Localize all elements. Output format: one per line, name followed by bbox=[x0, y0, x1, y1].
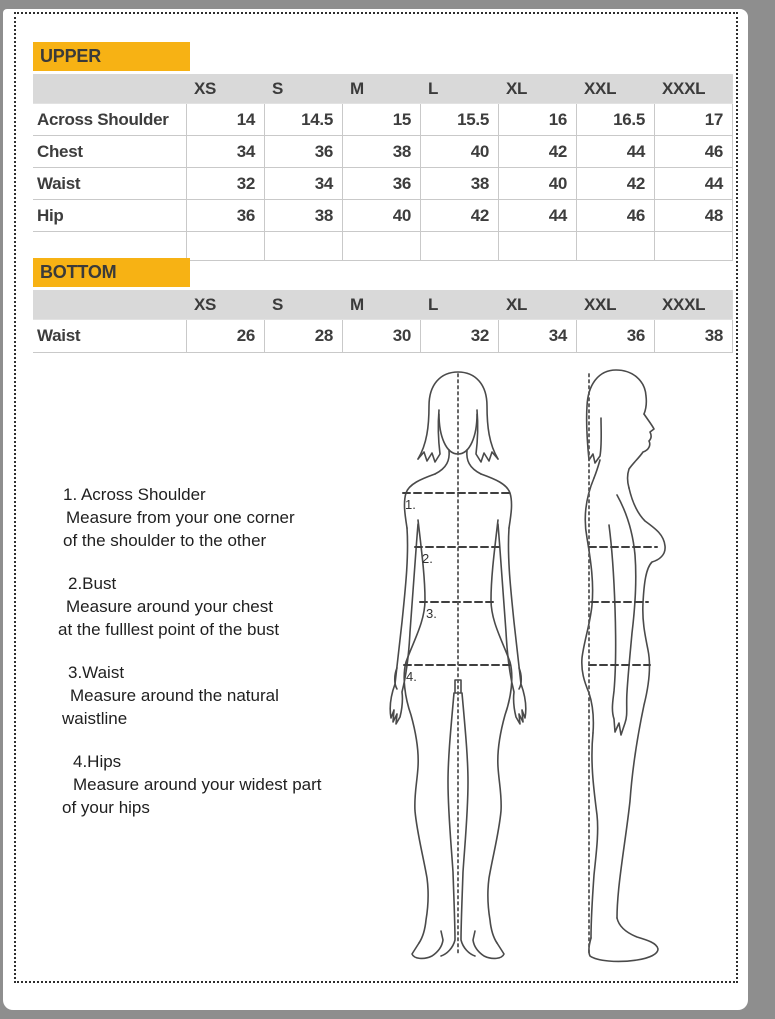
size-header: M bbox=[350, 78, 364, 98]
instruction-hips bbox=[58, 750, 368, 819]
size-header: L bbox=[428, 294, 439, 314]
measuring-instructions bbox=[58, 483, 368, 839]
instruction-line: Measure around the natural bbox=[70, 686, 279, 705]
cell-value: 44 bbox=[655, 168, 733, 199]
cell-value: 40 bbox=[343, 200, 421, 231]
cell-value: 42 bbox=[499, 136, 577, 167]
cell-value: 40 bbox=[421, 136, 499, 167]
body-diagram-svg bbox=[385, 362, 745, 972]
figure-label-4: 4. bbox=[406, 669, 417, 684]
bottom-table-header bbox=[33, 290, 733, 319]
instruction-line: at the fulllest point of the bust bbox=[58, 620, 280, 639]
cell-value: 38 bbox=[265, 200, 343, 231]
row-label: Across Shoulder bbox=[33, 104, 187, 135]
table-row bbox=[33, 319, 733, 353]
row-label: Waist bbox=[33, 320, 187, 352]
instruction-across-shoulder bbox=[58, 483, 368, 552]
size-header: XL bbox=[506, 78, 528, 98]
figure-label-2: 2. bbox=[422, 551, 433, 566]
cell-value: 15 bbox=[343, 104, 421, 135]
cell-value: 42 bbox=[577, 168, 655, 199]
bottom-size-table bbox=[33, 290, 733, 353]
measurement-figure bbox=[385, 362, 745, 972]
cell-value: 36 bbox=[187, 200, 265, 231]
cell-value: 14 bbox=[187, 104, 265, 135]
center-dotted-lines bbox=[458, 374, 589, 954]
table-row bbox=[33, 103, 733, 136]
cell-value: 38 bbox=[343, 136, 421, 167]
size-header: XL bbox=[506, 294, 528, 314]
cell-value: 34 bbox=[499, 320, 577, 352]
cell-value: 16.5 bbox=[577, 104, 655, 135]
instruction-line: Measure from your one corner bbox=[66, 508, 295, 527]
instruction-bust bbox=[58, 572, 368, 641]
instruction-line: of your hips bbox=[62, 798, 150, 817]
cell-value: 36 bbox=[577, 320, 655, 352]
cell-value: 15.5 bbox=[421, 104, 499, 135]
size-header: S bbox=[272, 78, 284, 98]
size-header: XXXL bbox=[662, 78, 706, 98]
instruction-waist bbox=[58, 661, 368, 730]
cell-value: 34 bbox=[187, 136, 265, 167]
size-header: XXL bbox=[584, 294, 617, 314]
cell-value: 44 bbox=[499, 200, 577, 231]
instruction-line: 2.Bust bbox=[68, 574, 117, 593]
instruction-line: waistline bbox=[62, 709, 128, 728]
cell-value: 17 bbox=[655, 104, 733, 135]
size-header: S bbox=[272, 294, 284, 314]
size-header: XXL bbox=[584, 78, 617, 98]
cell-value: 30 bbox=[343, 320, 421, 352]
cell-value: 32 bbox=[187, 168, 265, 199]
size-header: XS bbox=[194, 294, 217, 314]
instruction-line: of the shoulder to the other bbox=[63, 531, 267, 550]
table-row bbox=[33, 168, 733, 200]
bottom-section-label: BOTTOM bbox=[33, 258, 190, 287]
table-row-empty bbox=[33, 232, 733, 261]
cell-value: 28 bbox=[265, 320, 343, 352]
cell-value: 16 bbox=[499, 104, 577, 135]
cell-value: 48 bbox=[655, 200, 733, 231]
instruction-line: 3.Waist bbox=[68, 663, 125, 682]
cell-value: 14.5 bbox=[265, 104, 343, 135]
row-label: Waist bbox=[33, 168, 187, 199]
cell-value: 42 bbox=[421, 200, 499, 231]
figure-label-3: 3. bbox=[426, 606, 437, 621]
table-row bbox=[33, 200, 733, 232]
size-header: XS bbox=[194, 78, 217, 98]
upper-table-header bbox=[33, 74, 733, 103]
instruction-line: 1. Across Shoulder bbox=[63, 485, 206, 504]
size-chart-card bbox=[3, 9, 748, 1010]
cell-value: 34 bbox=[265, 168, 343, 199]
size-header: L bbox=[428, 78, 439, 98]
cell-value: 36 bbox=[265, 136, 343, 167]
cell-value: 38 bbox=[655, 320, 733, 352]
size-header: XXXL bbox=[662, 294, 706, 314]
cell-value: 44 bbox=[577, 136, 655, 167]
row-label: Chest bbox=[33, 136, 187, 167]
table-row bbox=[33, 136, 733, 168]
upper-size-table bbox=[33, 74, 733, 261]
cell-value: 46 bbox=[655, 136, 733, 167]
upper-section-label: UPPER bbox=[33, 42, 190, 71]
cell-value: 26 bbox=[187, 320, 265, 352]
figure-number-labels bbox=[405, 497, 437, 684]
cell-value: 36 bbox=[343, 168, 421, 199]
measurement-dashed-lines bbox=[403, 493, 657, 665]
cell-value: 32 bbox=[421, 320, 499, 352]
row-label: Hip bbox=[33, 200, 187, 231]
cell-value: 38 bbox=[421, 168, 499, 199]
cell-value: 46 bbox=[577, 200, 655, 231]
figure-label-1: 1. bbox=[405, 497, 416, 512]
size-header: M bbox=[350, 294, 364, 314]
instruction-line: 4.Hips bbox=[73, 752, 122, 771]
instruction-line: Measure around your widest part bbox=[73, 775, 322, 794]
cell-value: 40 bbox=[499, 168, 577, 199]
instruction-line: Measure around your chest bbox=[66, 597, 273, 616]
